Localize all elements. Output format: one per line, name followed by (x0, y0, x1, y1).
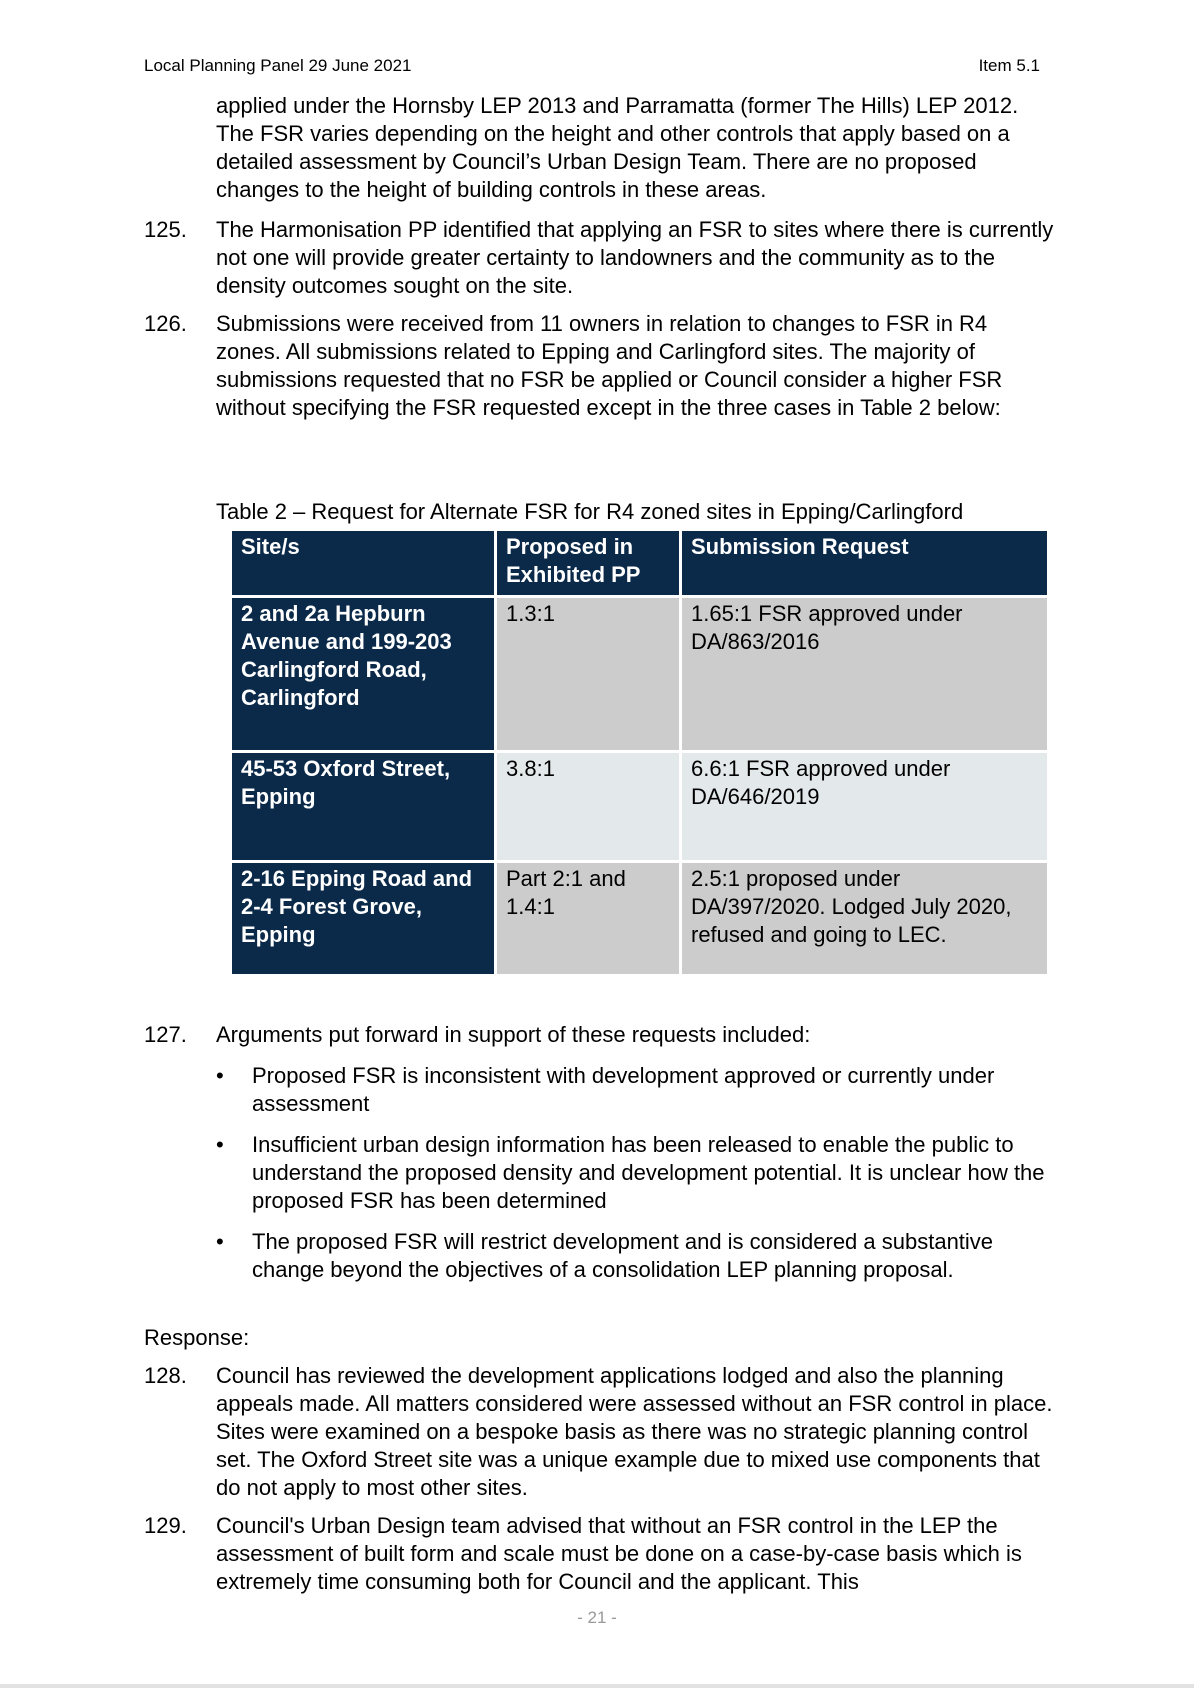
list-item-text: The proposed FSR will restrict development and is considered a substantive change beyond the objectives of a consolidation LEP planning proposal. (252, 1229, 994, 1282)
list-item-text: Insufficient urban design information has been released to enable the public to understand the proposed density and development potential. It is unclear how the proposed FSR has been determined (252, 1132, 1045, 1213)
table-caption: Table 2 – Request for Alternate FSR for R4 zoned sites in Epping/Carlingford (216, 499, 964, 524)
paragraph-text: Council has reviewed the development applications lodged and also the planning appeals made. All matters considered were assessed without an FSR control in place. Sites were examined on a bespoke basis as there was no strategic planning control set. The Oxford Street site was a unique example due to mixed use components that do not apply to most other sites. (216, 1363, 1053, 1500)
list-item (216, 1062, 1056, 1118)
paragraph-number: 128. (144, 1363, 187, 1388)
header-proposed: Proposed in Exhibited PP (496, 530, 681, 597)
header-meeting-title: Local Planning Panel 29 June 2021 (144, 56, 412, 75)
paragraph-127 (144, 1021, 1054, 1049)
table-row (231, 597, 1049, 752)
paragraph-128 (144, 1362, 1054, 1502)
continued-paragraph: applied under the Hornsby LEP 2013 and Parramatta (former The Hills) LEP 2012. The FSR varies depending on the height and other controls that apply based on a detailed assessment by Council’s Urban Design Team. There are no proposed changes to the height of building controls in these areas. (216, 93, 1019, 202)
paragraph-129 (144, 1512, 1054, 1596)
page-number: - 21 - (577, 1608, 617, 1627)
paragraph-125 (144, 216, 1054, 300)
page-bottom-edge (0, 1684, 1194, 1688)
paragraph-number: 127. (144, 1022, 187, 1047)
list-item-text: Proposed FSR is inconsistent with development approved or currently under assessment (252, 1063, 995, 1116)
arguments-list (216, 1062, 1056, 1297)
paragraph-text: The Harmonisation PP identified that applying an FSR to sites where there is currently not one will provide greater certainty to landowners and the community as to the density outcomes sought on the site. (216, 217, 1054, 298)
paragraph-number: 129. (144, 1513, 187, 1538)
site-cell: 2 and 2a Hepburn Avenue and 199-203 Carlingford Road, Carlingford (231, 597, 496, 752)
paragraph-number: 126. (144, 311, 187, 336)
header-submission-request: Submission Request (681, 530, 1049, 597)
request-cell: 1.65:1 FSR approved under DA/863/2016 (681, 597, 1049, 752)
bullet-icon: • (216, 1229, 224, 1254)
list-item (216, 1228, 1056, 1284)
response-heading: Response: (144, 1325, 250, 1350)
proposed-cell: Part 2:1 and 1.4:1 (496, 862, 681, 976)
proposed-cell: 3.8:1 (496, 752, 681, 862)
table-row (231, 752, 1049, 862)
request-cell: 2.5:1 proposed under DA/397/2020. Lodged July 2020, refused and going to LEC. (681, 862, 1049, 976)
paragraph-number: 125. (144, 217, 187, 242)
bullet-icon: • (216, 1132, 224, 1157)
site-cell: 2-16 Epping Road and 2-4 Forest Grove, Epping (231, 862, 496, 976)
list-item (216, 1131, 1056, 1215)
proposed-cell: 1.3:1 (496, 597, 681, 752)
header-item-number: Item 5.1 (978, 56, 1040, 75)
page-header (144, 56, 1040, 80)
paragraph-text: Arguments put forward in support of these requests included: (216, 1022, 811, 1047)
site-cell: 45-53 Oxford Street, Epping (231, 752, 496, 862)
paragraph-126 (144, 310, 1054, 422)
paragraph-text: Submissions were received from 11 owners in relation to changes to FSR in R4 zones. All submissions related to Epping and Carlingford sites. The majority of submissions requested that no FSR be applied or Council consider a higher FSR without specifying the FSR requested except in the three cases in Table 2 below: (216, 311, 1003, 420)
request-cell: 6.6:1 FSR approved under DA/646/2019 (681, 752, 1049, 862)
bullet-icon: • (216, 1063, 224, 1088)
paragraph-text: Council's Urban Design team advised that without an FSR control in the LEP the assessment of built form and scale must be done on a case-by-case basis which is extremely time consuming both for Council and the applicant. This (216, 1513, 1022, 1594)
fsr-request-table (229, 528, 1050, 977)
header-sites: Site/s (231, 530, 496, 597)
table-header-row (231, 530, 1049, 597)
table-row (231, 862, 1049, 976)
